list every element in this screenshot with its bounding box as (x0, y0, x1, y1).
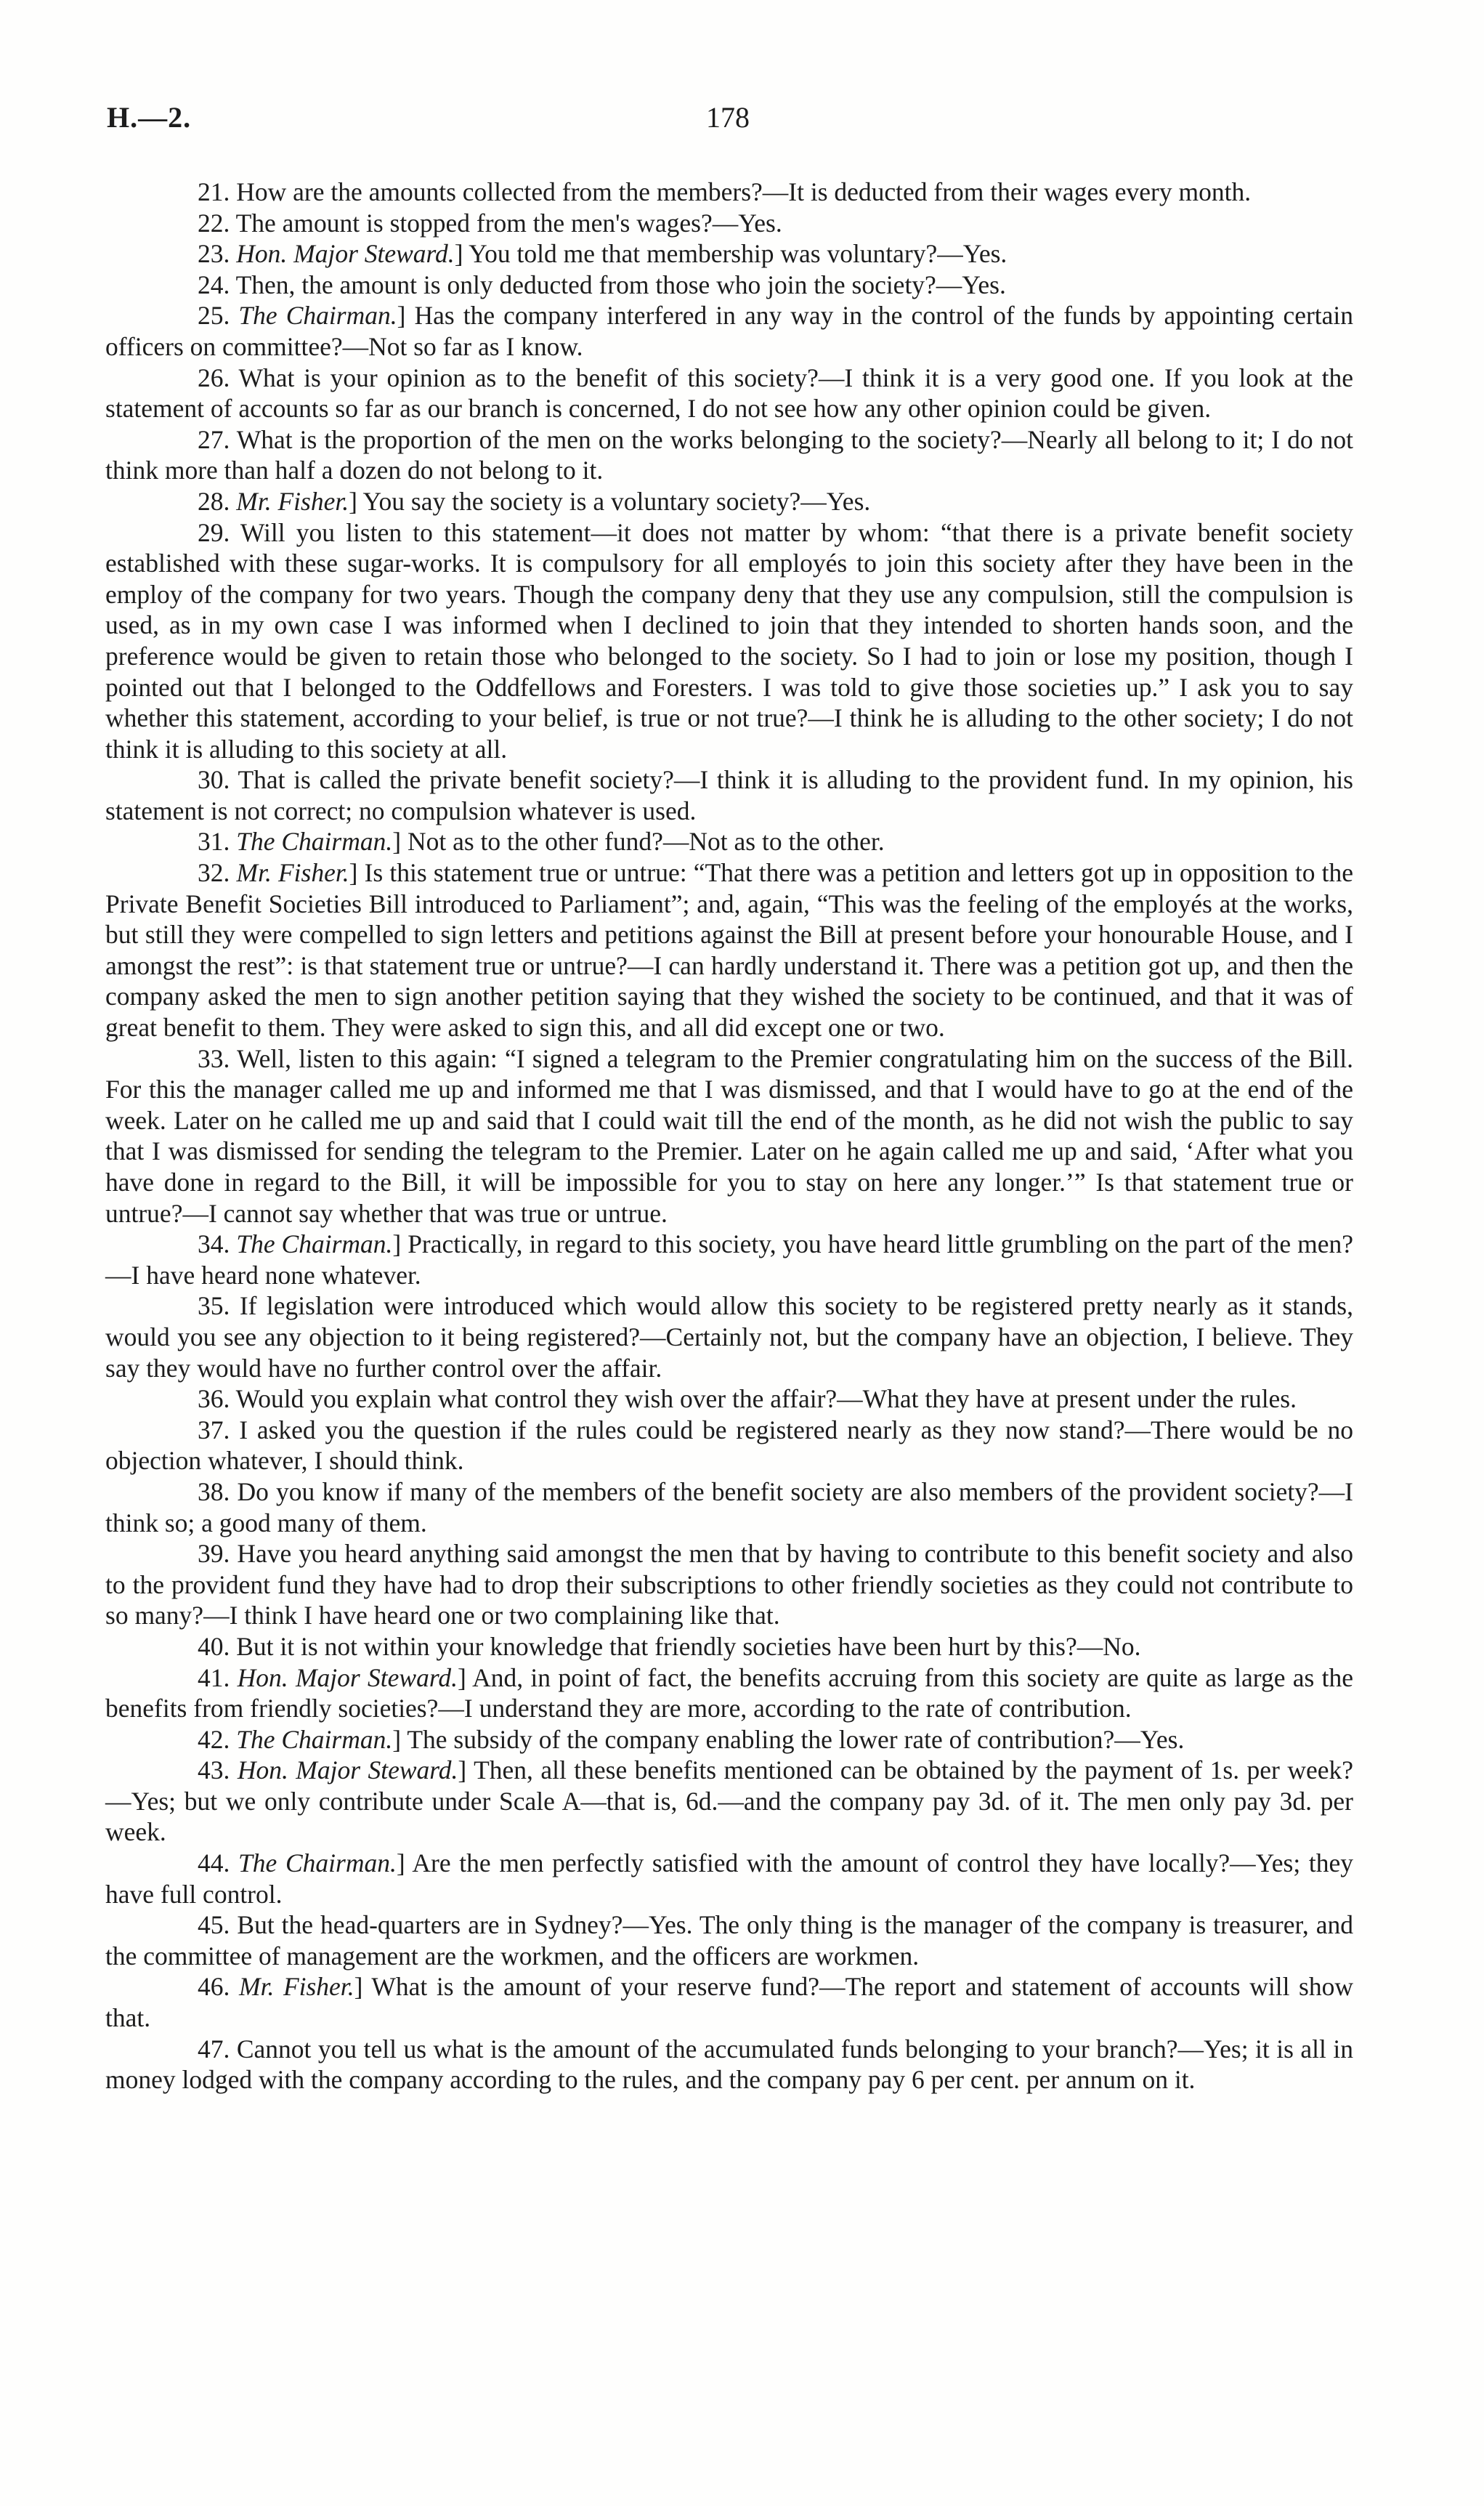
question-number: 41. (198, 1662, 230, 1692)
paragraph-text: But it is not within your knowledge that friendly societies have been hurt by this?—No. (236, 1631, 1141, 1661)
question-number: 36. (198, 1384, 230, 1414)
paragraph-text: Then, all these benefits mentioned can be obtained by the payment of 1s. per week?—Yes; but we only contribute under Scale A—that is, 6d.—and the company pay 3d. of it. The men only pay 3d. per week. (105, 1755, 1353, 1847)
paragraph-text: Will you listen to this statement—it does not matter by whom: “that there is a private benefit society established with these sugar-works. It is compulsory for all employés to join this society after they have been in the employ of the company for two years. Though the company deny that they use any compulsion, still the compulsion is used, as in my own case I was informed when I declined to join that they intended to shorten hands soon, and the preference would be given to retain those who belonged to the society. So I had to join or lose my position, though I pointed out that I belonged to the Oddfellows and Foresters. I was told to give those societies up.” I ask you to say whether this statement, according to your belief, is true or not true?—I think he is alluding to the other society; I do not think it is alluding to this society at all. (105, 517, 1353, 764)
question-paragraph: 25. The Chairman.] Has the company interfered in any way in the control of the funds by appointing certain officers on committee?—Not so far as I know. (105, 301, 1354, 361)
question-number: 47. (198, 2034, 230, 2064)
question-paragraph: 23. Hon. Major Steward.] You told me that membership was voluntary?—Yes. (198, 239, 1007, 269)
page-header (107, 100, 1349, 144)
question-paragraph (105, 1383, 1353, 1415)
question-number: 39. (198, 1539, 230, 1569)
question-number: 21. (198, 177, 230, 206)
question-paragraph (105, 1290, 1353, 1383)
paragraph-text: Have you heard anything said amongst the men that by having to contribute to this benefit society and also to the provident fund they have had to drop their subscriptions to other friendly societies as they could not contribute to so many?—I think I have heard one or two complaining like that. (105, 1539, 1354, 1630)
paragraph-text: I asked you the question if the rules could be registered nearly as they now stand?—There would be no objection whatever, I should think. (105, 1415, 1353, 1476)
question-paragraph: 31. The Chairman.] Not as to the other fund?—Not as to the other. (198, 827, 885, 857)
question-number: 31. (198, 827, 230, 857)
question-number: 44. (198, 1848, 230, 1878)
speaker-name: The Chairman. (238, 301, 397, 331)
speaker-name: The Chairman. (238, 1848, 397, 1878)
page-number: 178 (706, 101, 750, 134)
question-number: 38. (198, 1476, 230, 1506)
question-number: 37. (198, 1415, 230, 1444)
question-paragraph (105, 1909, 1353, 1971)
question-paragraph (105, 363, 1353, 424)
question-number: 24. (198, 270, 230, 299)
speaker-name: Mr. Fisher. (239, 1972, 354, 2002)
paragraph-text: The amount is stopped from the men's wages?—Yes. (235, 208, 782, 238)
question-number: 29. (198, 517, 230, 547)
paragraph-text: You told me that membership was voluntary?—Yes. (469, 239, 1007, 269)
question-paragraph (105, 424, 1353, 486)
question-paragraph (105, 1538, 1353, 1631)
question-paragraph (105, 270, 1353, 301)
paragraph-text: Cannot you tell us what is the amount of the accumulated funds belonging to your branch?—Yes; it is all in money lodged with the company according to the rules, and the company pay 6 per cent. per annum on it. (105, 2034, 1353, 2095)
speaker-name: The Chairman. (236, 1229, 393, 1259)
question-paragraph (105, 1043, 1353, 1229)
question-paragraph: 44. The Chairman.] Are the men perfectly satisfied with the amount of control they have locally?—Yes; they have full control. (105, 1848, 1353, 1909)
paragraph-text: Well, listen to this again: “I signed a telegram to the Premier congratulating him on the success of the Bill. For this the manager called me up and informed me that I was dismissed, and that I would have to go at the end of the week. Later on he called me up and said that I could wait till the end of the month, as he did not wish the public to say that I was dismissed for sending the telegram to the Premier. Later on he again called me up and said, ‘After what you have done in regard to the Bill, it will be impossible for you to stay on here any longer.’” Is that statement true or untrue?—I cannot say whether that was true or untrue. (105, 1043, 1354, 1228)
paragraph-text: Are the men perfectly satisfied with the amount of control they have locally?—Yes; they have full control. (105, 1848, 1353, 1909)
question-paragraph: 43. Hon. Major Steward.] Then, all these benefits mentioned can be obtained by the payment of 1s. per week?—Yes; but we only contribute under Scale A—that is, 6d.—and the company pay 3d. of it. The men only pay 3d. per week. (105, 1755, 1353, 1847)
paragraph-text: Do you know if many of the members of the benefit society are also members of the provident society?—I think so; a good many of them. (105, 1476, 1354, 1537)
speaker-name: Mr. Fisher. (236, 486, 349, 516)
question-paragraph: 28. Mr. Fisher.] You say the society is a voluntary society?—Yes. (198, 486, 871, 516)
question-paragraph: 42. The Chairman.] The subsidy of the company enabling the lower rate of contribution?—Yes. (198, 1724, 1185, 1754)
question-paragraph (105, 208, 1353, 239)
paragraph-text: How are the amounts collected from the members?—It is deducted from their wages every month. (236, 177, 1252, 206)
question-paragraph: 34. The Chairman.] Practically, in regard to this society, you have heard little grumbling on the part of the men?—I have heard none whatever. (105, 1229, 1354, 1290)
paragraph-text: Has the company interfered in any way in the control of the funds by appointing certain officers on committee?—Not so far as I know. (105, 301, 1354, 361)
paragraph-text: Would you explain what control they wish over the affair?—What they have at present under the rules. (235, 1384, 1297, 1414)
question-number: 23. (198, 239, 230, 269)
question-number: 26. (198, 363, 230, 392)
question-number: 32. (198, 858, 230, 888)
speaker-name: The Chairman. (236, 1724, 393, 1754)
speaker-name: Hon. Major Steward. (237, 1662, 458, 1692)
question-paragraph (105, 1631, 1353, 1662)
question-paragraph: 41. Hon. Major Steward.] And, in point of fact, the benefits accruing from this society are quite as large as the benefits from friendly societies?—I understand they are more, according to the rate of contribution. (105, 1662, 1354, 1723)
question-number: 25. (198, 301, 230, 331)
paragraph-text: You say the society is a voluntary society?—Yes. (362, 486, 871, 516)
document-body (105, 177, 1353, 2095)
paragraph-text: Practically, in regard to this society, you have heard little grumbling on the part of the men?—I have heard none whatever. (105, 1229, 1354, 1290)
paragraph-text: If legislation were introduced which would allow this society to be registered pretty nearly as it stands, would you see any objection to it being registered?—Certainly not, but the company have an objection, I believe. They say they would have no further control over the affair. (105, 1291, 1354, 1383)
question-number: 35. (198, 1291, 230, 1321)
question-number: 33. (198, 1043, 230, 1073)
speaker-name: The Chairman. (236, 827, 393, 857)
paragraph-text: Then, the amount is only deducted from those who join the society?—Yes. (235, 270, 1006, 299)
question-paragraph (105, 2034, 1353, 2095)
question-paragraph (105, 1415, 1353, 1476)
question-number: 22. (198, 208, 230, 238)
question-number: 28. (198, 486, 230, 516)
question-number: 46. (198, 1972, 230, 2002)
paragraph-text: What is the proportion of the men on the works belonging to the society?—Nearly all belong to it; I do not think more than half a dozen do not belong to it. (105, 424, 1354, 485)
paragraph-text: Is this statement true or untrue: “That there was a petition and letters got up in opposition to the Private Benefit Societies Bill introduced to Parliament”; and, again, “This was the feeling of the employés at the works, but still they were compelled to sign letters and petitions against the Bill at present before your honourable House, and I amongst the rest”: is that statement true or untrue?—I can hardly understand it. There was a petition got up, and then the company asked the men to sign another petition saying that they wished the society to be continued, and that it was of great benefit to them. They were asked to sign this, and all did except one or two. (105, 858, 1354, 1043)
speaker-name: Hon. Major Steward. (236, 239, 455, 269)
question-number: 42. (198, 1724, 230, 1754)
question-paragraph (105, 177, 1353, 208)
paragraph-text: And, in point of fact, the benefits accruing from this society are quite as large as the benefits from friendly societies?—I understand they are more, according to the rate of contribution. (105, 1662, 1354, 1723)
speaker-name: Hon. Major Steward. (237, 1755, 458, 1785)
paragraph-text: That is called the private benefit society?—I think it is alluding to the provident fund. In my opinion, his statement is not correct; no compulsion whatever is used. (105, 765, 1354, 825)
question-number: 40. (198, 1631, 230, 1661)
paragraph-text: The subsidy of the company enabling the lower rate of contribution?—Yes. (407, 1724, 1185, 1754)
question-number: 34. (198, 1229, 230, 1259)
question-paragraph: 32. Mr. Fisher.] Is this statement true or untrue: “That there was a petition and letters got up in opposition to the Private Benefit Societies Bill introduced to Parliament”; and, again, “This was the feeling of the employés at the works, but still they were compelled to sign letters and petitions against the Bill at present before your honourable House, and I amongst the rest”: is that statement true or untrue?—I can hardly understand it. There was a petition got up, and then the company asked the men to sign another petition saying that they wished the society to be continued, and that it was of great benefit to them. They were asked to sign this, and all did except one or two. (105, 858, 1354, 1043)
question-number: 30. (198, 765, 230, 795)
speaker-name: Mr. Fisher. (236, 858, 349, 888)
question-paragraph: 46. Mr. Fisher.] What is the amount of your reserve fund?—The report and statement of accounts will show that. (105, 1972, 1354, 2033)
question-paragraph (105, 1476, 1353, 1538)
question-number: 45. (198, 1910, 230, 1940)
paragraph-text: What is the amount of your reserve fund?—The report and statement of accounts will show that. (105, 1972, 1354, 2033)
question-paragraph (105, 517, 1353, 765)
paragraph-text: What is your opinion as to the benefit of this society?—I think it is a very good one. If you look at the statement of accounts so far as our branch is concerned, I do not see how any other opinion could be given. (105, 363, 1353, 424)
paragraph-text: But the head-quarters are in Sydney?—Yes. The only thing is the manager of the company is treasurer, and the committee of management are the workmen, and the officers are workmen. (105, 1910, 1354, 1971)
document-reference: H.—2. (107, 101, 192, 134)
question-number: 27. (198, 424, 230, 454)
paragraph-text: Not as to the other fund?—Not as to the other. (407, 827, 885, 857)
question-paragraph (105, 764, 1353, 826)
question-number: 43. (198, 1755, 230, 1785)
